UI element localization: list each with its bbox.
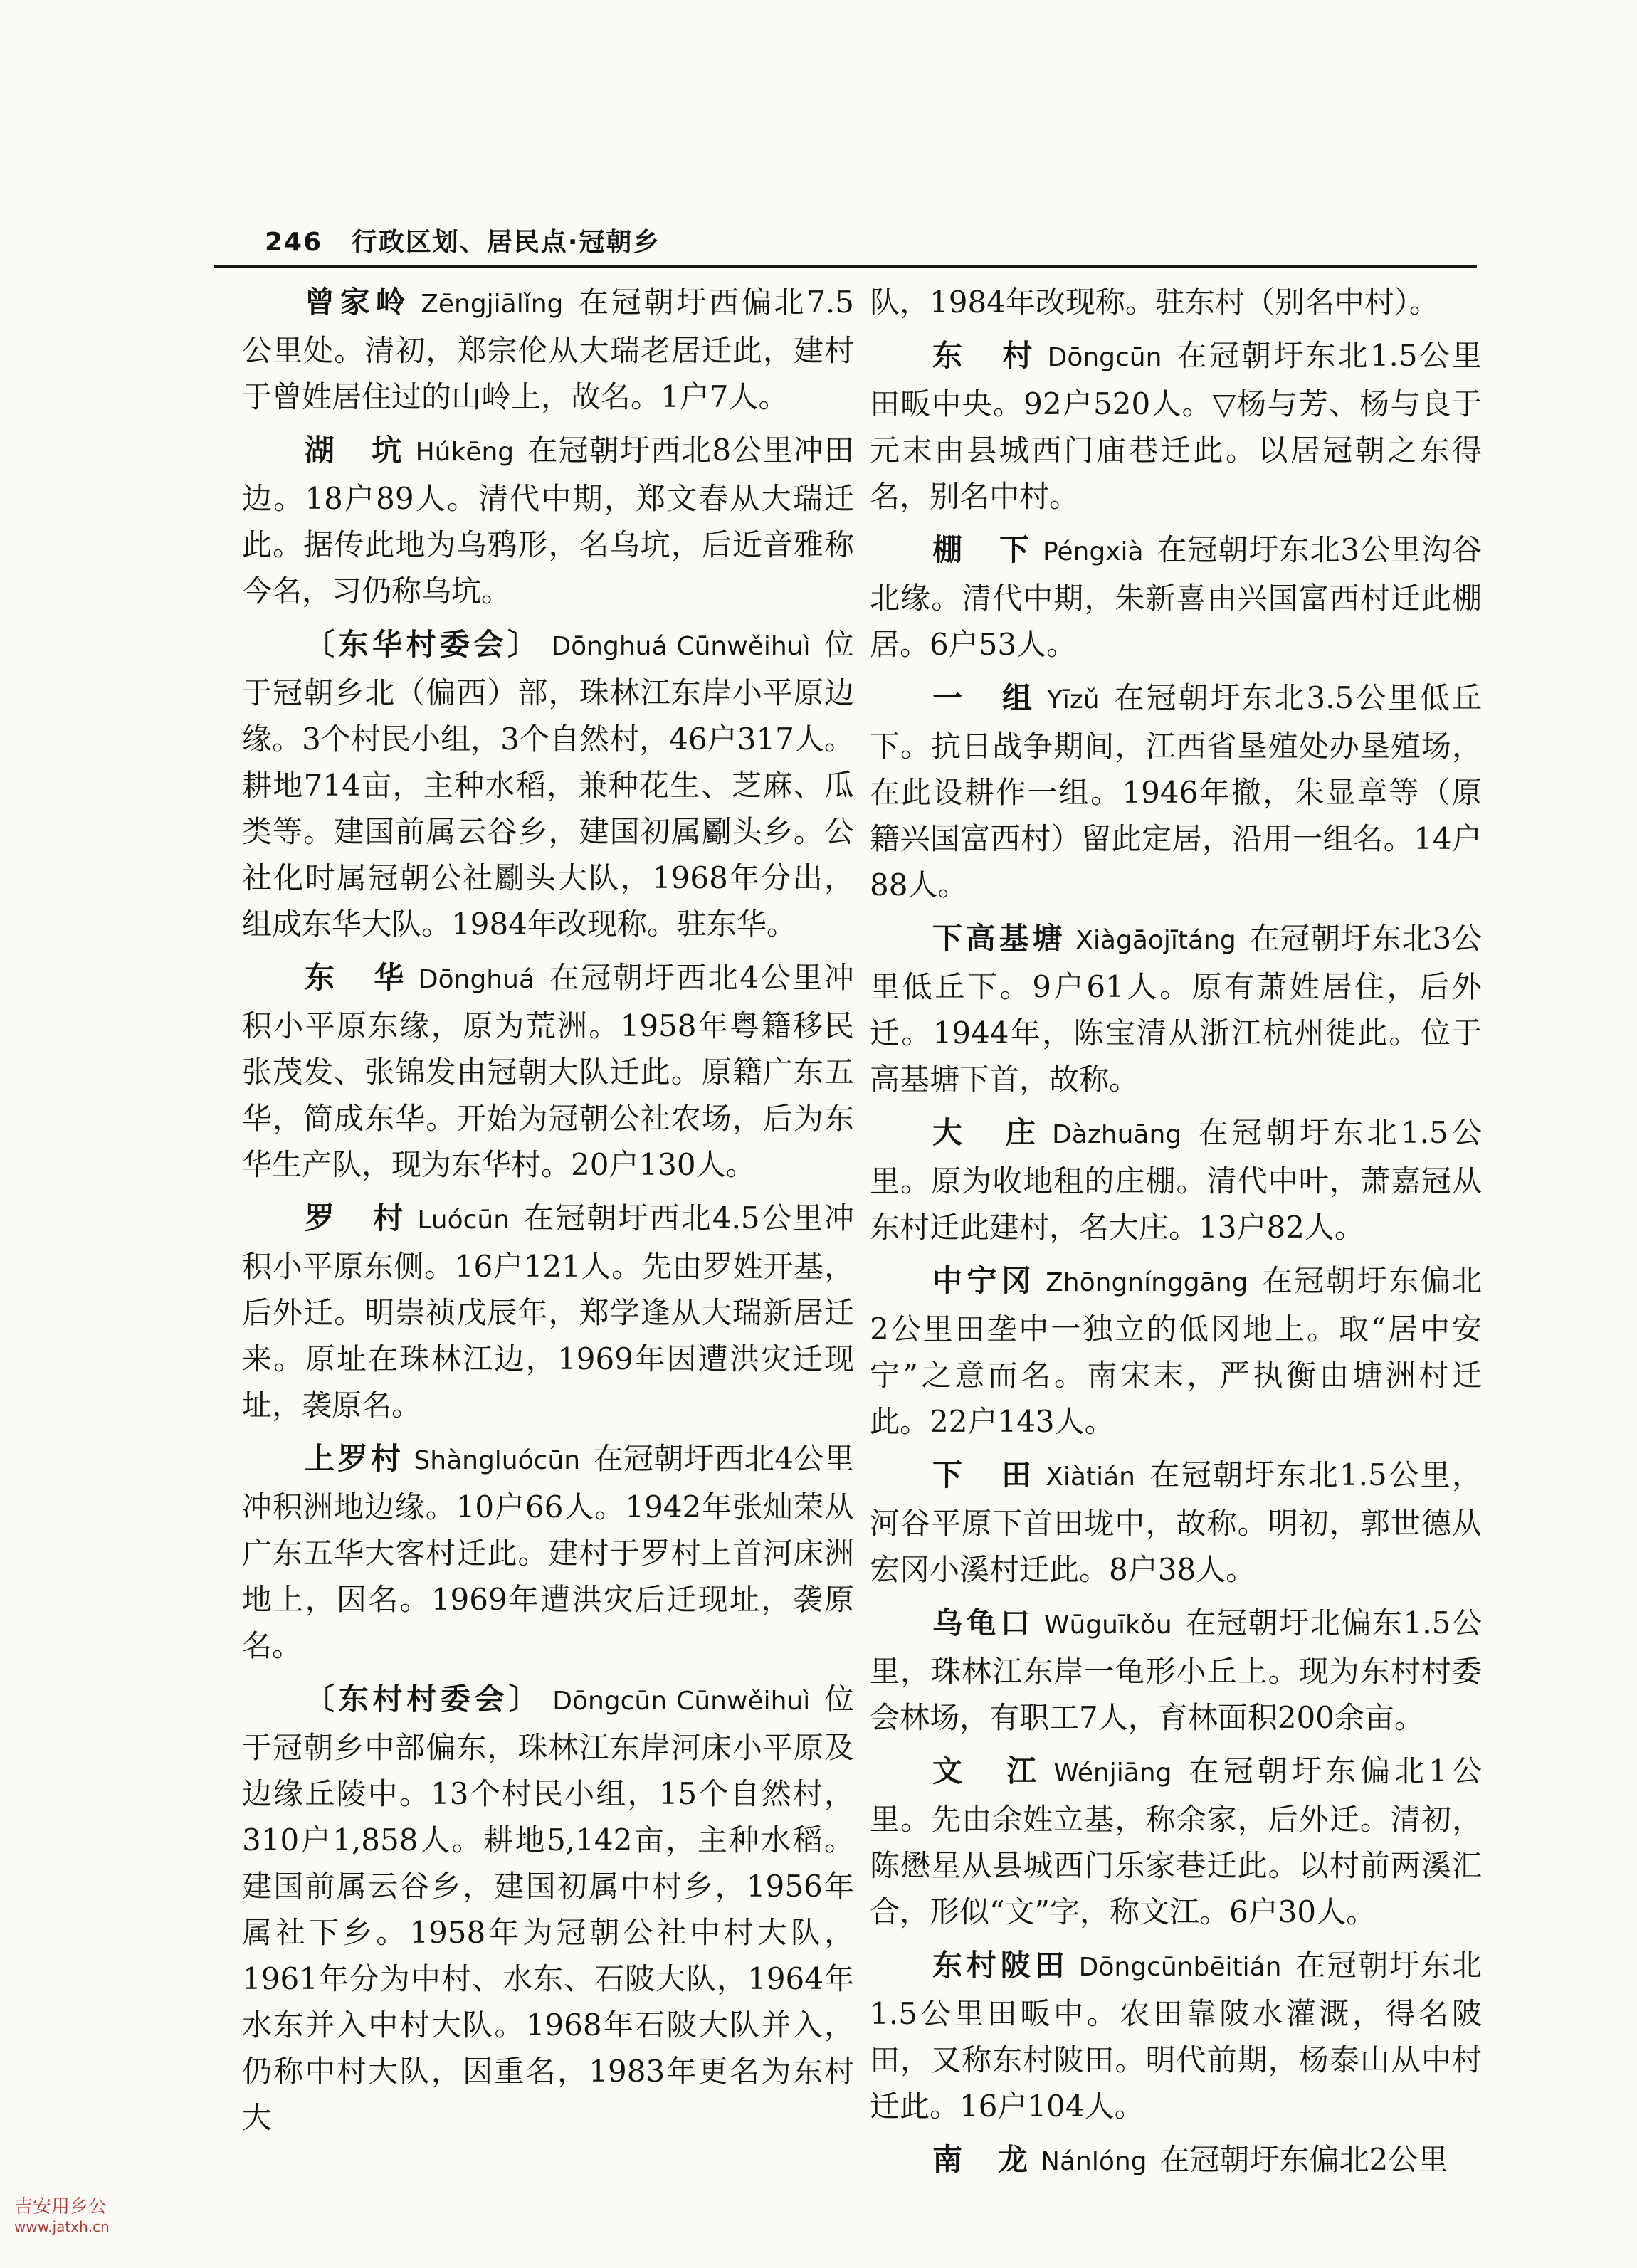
entry-name: 文 江	[932, 1753, 1044, 1788]
entry-pinyin: Xiàgāojītáng	[1075, 926, 1236, 955]
entry-name: 东 华	[305, 960, 409, 995]
entry	[242, 1676, 854, 2141]
entry	[870, 1109, 1482, 1250]
page-number: 246	[265, 228, 323, 257]
entry	[870, 1452, 1482, 1593]
watermark-logo	[14, 2192, 110, 2235]
watermark-text: 吉安用乡公	[14, 2196, 107, 2217]
entry-text: 在冠朝圩西北4公里冲积洲地边缘。10户66人。1942年张灿荣从广东五华大客村迁此。建村于罗村上首河床洲地上，因名。1969年遭洪灾后迁现址，袭原名。	[242, 1441, 854, 1663]
entry-pinyin: Dōngcūn Cūnwěihuì	[552, 1687, 811, 1716]
entry	[242, 621, 854, 947]
entry-pinyin: Dàzhuāng	[1052, 1120, 1182, 1149]
entry-name: 乌龟口	[932, 1605, 1034, 1640]
header-rule	[214, 265, 1477, 268]
entry-name: 东村陂田	[932, 1948, 1069, 1983]
entry	[242, 1435, 854, 1669]
entry-text: 在冠朝圩西北8公里冲田边。18户89人。清代中期，郑文春从大瑞迁此。据传此地为乌鸦形，名乌坑，后近音雅称今名，习仍称乌坑。	[242, 433, 854, 608]
entry-text: 位于冠朝乡北（偏西）部，珠林江东岸小平原边缘。3个村民小组，3个自然村，46户317人。耕地714亩，主种水稻，兼种花生、芝麻、瓜类等。建国前属云谷乡，建国初属劚头乡。公社化时属冠朝公社劚头大队，1968年分出，组成东华大队。1984年改现称。驻东华。	[242, 627, 854, 942]
entry-text: 在冠朝圩东北1.5公里。原为收地租的庄棚。清代中叶，萧嘉冠从东村迁此建村，名大庄。13户82人。	[870, 1115, 1482, 1245]
entry-text: 在冠朝圩东北1.5公里，河谷平原下首田垅中，故称。明初，郭世德从宏冈小溪村迁此。8户38人。	[870, 1457, 1482, 1587]
entry-pinyin: Dōngcūn	[1047, 343, 1162, 372]
entry-text: 在冠朝圩东偏北1公里。先由余姓立基，称余家，后外迁。清初，陈懋星从县城西门乐家巷迁此。以村前两溪汇合，形似“文”字，称文江。6户30人。	[870, 1753, 1482, 1929]
entry-text: 在冠朝圩东北3.5公里低丘下。抗日战争期间，江西省垦殖处办垦殖场，在此设耕作一组。1946年撤，朱显章等（原籍兴国富西村）留此定居，沿用一组名。14户88人。	[870, 680, 1482, 902]
entry-name: 〔东华村委会〕	[305, 627, 542, 662]
entry-name: 南 龙	[932, 2142, 1031, 2177]
entry-pinyin: Zhōngnínggāng	[1046, 1268, 1248, 1297]
entry-pinyin: Xiàtián	[1046, 1462, 1135, 1492]
entry-name: 曾家岭	[305, 285, 411, 320]
entry	[870, 1748, 1482, 1935]
entry	[870, 1600, 1482, 1741]
entry-text: 在冠朝圩西偏北7.5公里处。清初，郑宗伦从大瑞老居迁此，建村于曾姓居住过的山岭上，故名。1户7人。	[242, 285, 854, 414]
page-header	[265, 222, 660, 258]
entry-name: 〔东村村委会〕	[305, 1682, 543, 1716]
left-column	[242, 279, 854, 2135]
entry-pinyin: Zēngjiālǐng	[421, 290, 564, 319]
entry	[242, 279, 854, 420]
right-column	[870, 279, 1482, 2177]
entry-text: 在冠朝圩东北3公里沟谷北缘。清代中期，朱新喜由兴国富西村迁此棚居。6户53人。	[870, 532, 1482, 662]
continuation-text: 队，1984年改现称。驻东村（别名中村）。	[870, 285, 1439, 320]
entry-name: 中宁冈	[932, 1263, 1036, 1298]
entry	[242, 1195, 854, 1428]
entry-pinyin: Húkēng	[415, 438, 515, 467]
entry-pinyin: Dōnghuá Cūnwěihuì	[551, 632, 811, 661]
entry-name: 湖 坑	[305, 433, 406, 468]
entry-name: 罗 村	[305, 1201, 408, 1235]
entry-name: 上罗村	[305, 1441, 404, 1476]
entry-name: 下高基塘	[932, 921, 1066, 956]
entry-pinyin: Luócūn	[417, 1206, 510, 1235]
entry-pinyin: Wūguīkǒu	[1043, 1610, 1172, 1640]
entry-text: 在冠朝圩东北1.5公里田畈中央。92户520人。▽杨与芳、杨与良于元末由县城西门庙巷迁此。以居冠朝之东得名，别名中村。	[870, 338, 1482, 514]
entry-name: 东 村	[932, 338, 1038, 373]
entry-text: 在冠朝圩东偏北2公里田垄中一独立的低冈地上。取“居中安宁”之意而名。南宋末，严执衡由塘洲村迁此。22户143人。	[870, 1263, 1482, 1439]
entry-pinyin: Yīzǔ	[1046, 685, 1100, 714]
entry-name: 大 庄	[932, 1115, 1043, 1150]
entry-name: 下 田	[932, 1457, 1036, 1492]
entry-text: 在冠朝圩东北3公里低丘下。9户61人。原有萧姓居住，后外迁。1944年，陈宝清从浙江杭州徙此。位于高基塘下首，故称。	[870, 921, 1482, 1097]
section-title: 行政区划、居民点·冠朝乡	[351, 228, 660, 257]
watermark-url: www.jatxh.cn	[14, 2218, 110, 2235]
entry-text: 在冠朝圩西北4公里冲积小平原东缘，原为荒洲。1958年粤籍移民张茂发、张锦发由冠朝大队迁此。原籍广东五华，简成东华。开始为冠朝公社农场，后为东华生产队，现为东华村。20户130人。	[242, 960, 854, 1182]
entry	[870, 332, 1482, 519]
entry-pinyin: Dōngcūnbēitián	[1078, 1953, 1282, 1982]
entry-text: 在冠朝圩东北1.5公里田畈中。农田靠陂水灌溉，得名陂田，又称东村陂田。明代前期，杨泰山从中村迁此。16户104人。	[870, 1948, 1482, 2124]
entry	[242, 954, 854, 1188]
entry-name: 一 组	[932, 680, 1037, 715]
entry-pinyin: Wénjiāng	[1053, 1758, 1172, 1788]
entry-text: 在冠朝圩西北4.5公里冲积小平原东侧。16户121人。先由罗姓开基，后外迁。明崇祯戊辰年，郑学逢从大瑞新居迁来。原址在珠林江边，1969年因遭洪灾迁现址，袭原名。	[242, 1201, 854, 1423]
entry	[242, 427, 854, 614]
entry-pinyin: Dōnghuá	[418, 965, 535, 994]
entry-text: 位于冠朝乡中部偏东，珠林江东岸河床小平原及边缘丘陵中。13个村民小组，15个自然村，310户1,858人。耕地5,142亩，主种水稻。建国前属云谷乡，建国初属中村乡，1956年属社下乡。1958年为冠朝公社中村大队，1961年分为中村、水东、石陂大队，1964年水东并入中村大队。1968年石陂大队并入，仍称中村大队，因重名，1983年更名为东村大	[242, 1682, 854, 2135]
entry-pinyin: Péngxià	[1042, 537, 1144, 566]
entry	[870, 1942, 1482, 2129]
entry-pinyin: Nánlóng	[1041, 2147, 1147, 2176]
entry-name: 棚 下	[932, 532, 1033, 567]
entry	[870, 1257, 1482, 1445]
entry-text: 在冠朝圩东偏北2公里	[1159, 2142, 1448, 2177]
entry	[870, 915, 1482, 1102]
entry	[870, 675, 1482, 908]
entry	[870, 527, 1482, 668]
entry	[870, 2136, 1482, 2185]
entry-pinyin: Shàngluócūn	[414, 1446, 581, 1475]
entry-text: 在冠朝圩北偏东1.5公里，珠林江东岸一龟形小丘上。现为东村村委会林场，有职工7人，育林面积200余亩。	[870, 1605, 1482, 1735]
